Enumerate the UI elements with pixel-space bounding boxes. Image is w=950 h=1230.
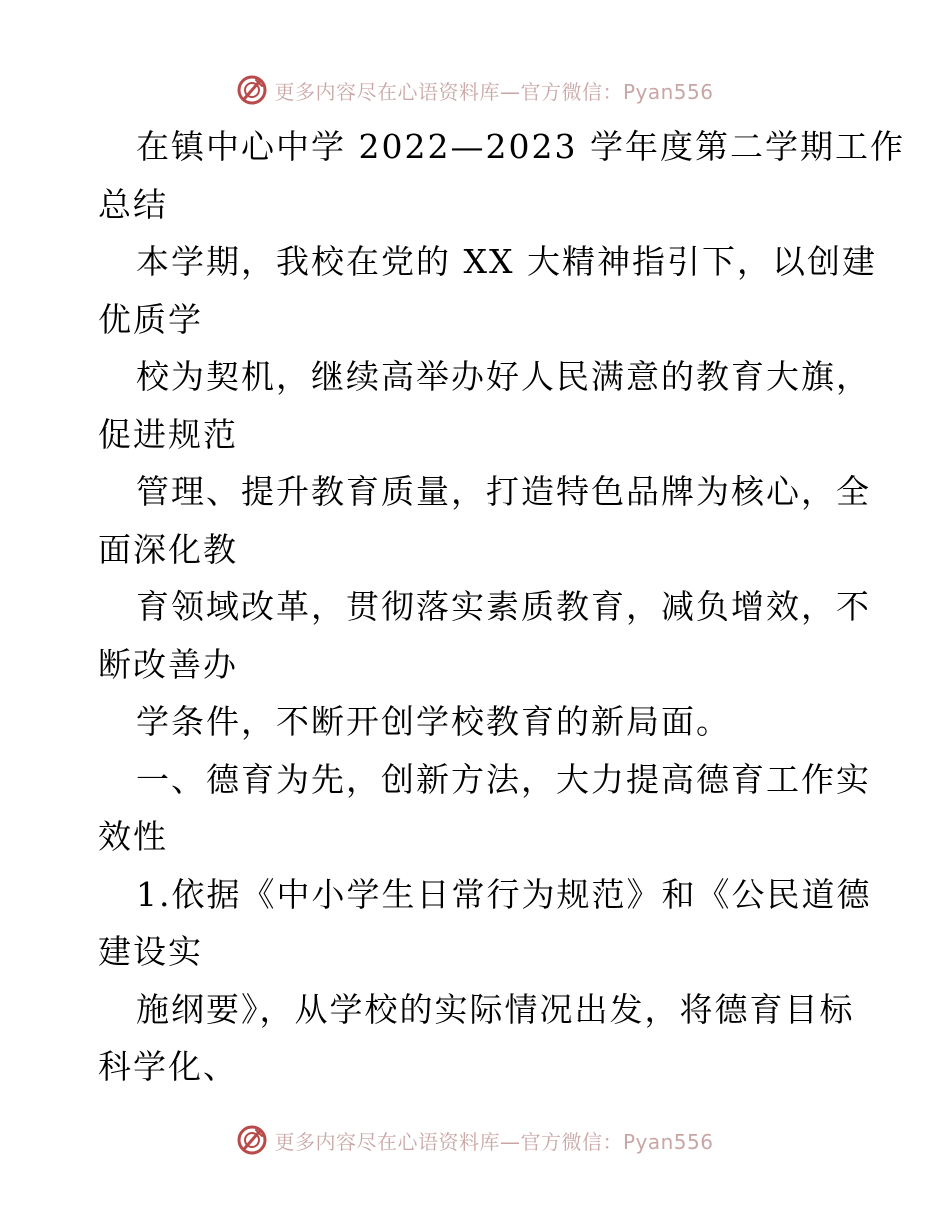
text-line: 学条件，不断开创学校教育的新局面。 bbox=[136, 702, 731, 741]
text-line: 管理、提升教育质量，打造特色品牌为核心，全 bbox=[136, 472, 871, 511]
text-line: 断改善办 bbox=[98, 644, 238, 684]
text-line: 校为契机，继续高举办好人民满意的教育大旗， bbox=[136, 357, 871, 396]
document-body bbox=[98, 118, 905, 1096]
text-line: 1.依据《中小学生日常行为规范》和《公民道德 bbox=[136, 874, 872, 914]
seal-logo-icon bbox=[236, 74, 268, 106]
watermark-text: 更多内容尽在心语资料库—官方微信：Pyan556 bbox=[274, 79, 714, 104]
text-line: 本学期，我校在党的 XX 大精神指引下，以创建 bbox=[136, 242, 877, 281]
text-line: 优质学 bbox=[98, 299, 203, 339]
text-line: 科学化、 bbox=[98, 1047, 238, 1086]
text-line: 效性 bbox=[98, 817, 168, 856]
text-line: 施纲要》，从学校的实际情况出发，将德育目标 bbox=[136, 989, 855, 1029]
text-line: 育领域改革，贯彻落实素质教育，减负增效，不 bbox=[136, 587, 871, 626]
text-line: 促进规范 bbox=[98, 414, 238, 454]
seal-logo-icon bbox=[236, 1124, 268, 1156]
footer-watermark-banner bbox=[0, 1120, 950, 1160]
text-line: 总结 bbox=[98, 184, 168, 224]
text-line: 面深化教 bbox=[98, 529, 238, 569]
text-line: 在镇中心中学 2022—2023 学年度第二学期工作 bbox=[136, 127, 905, 166]
text-line: 一、德育为先，创新方法，大力提高德育工作实 bbox=[136, 759, 871, 799]
header-watermark-banner bbox=[0, 70, 950, 110]
watermark-text: 更多内容尽在心语资料库—官方微信：Pyan556 bbox=[274, 1129, 714, 1154]
text-line: 建设实 bbox=[98, 932, 203, 971]
